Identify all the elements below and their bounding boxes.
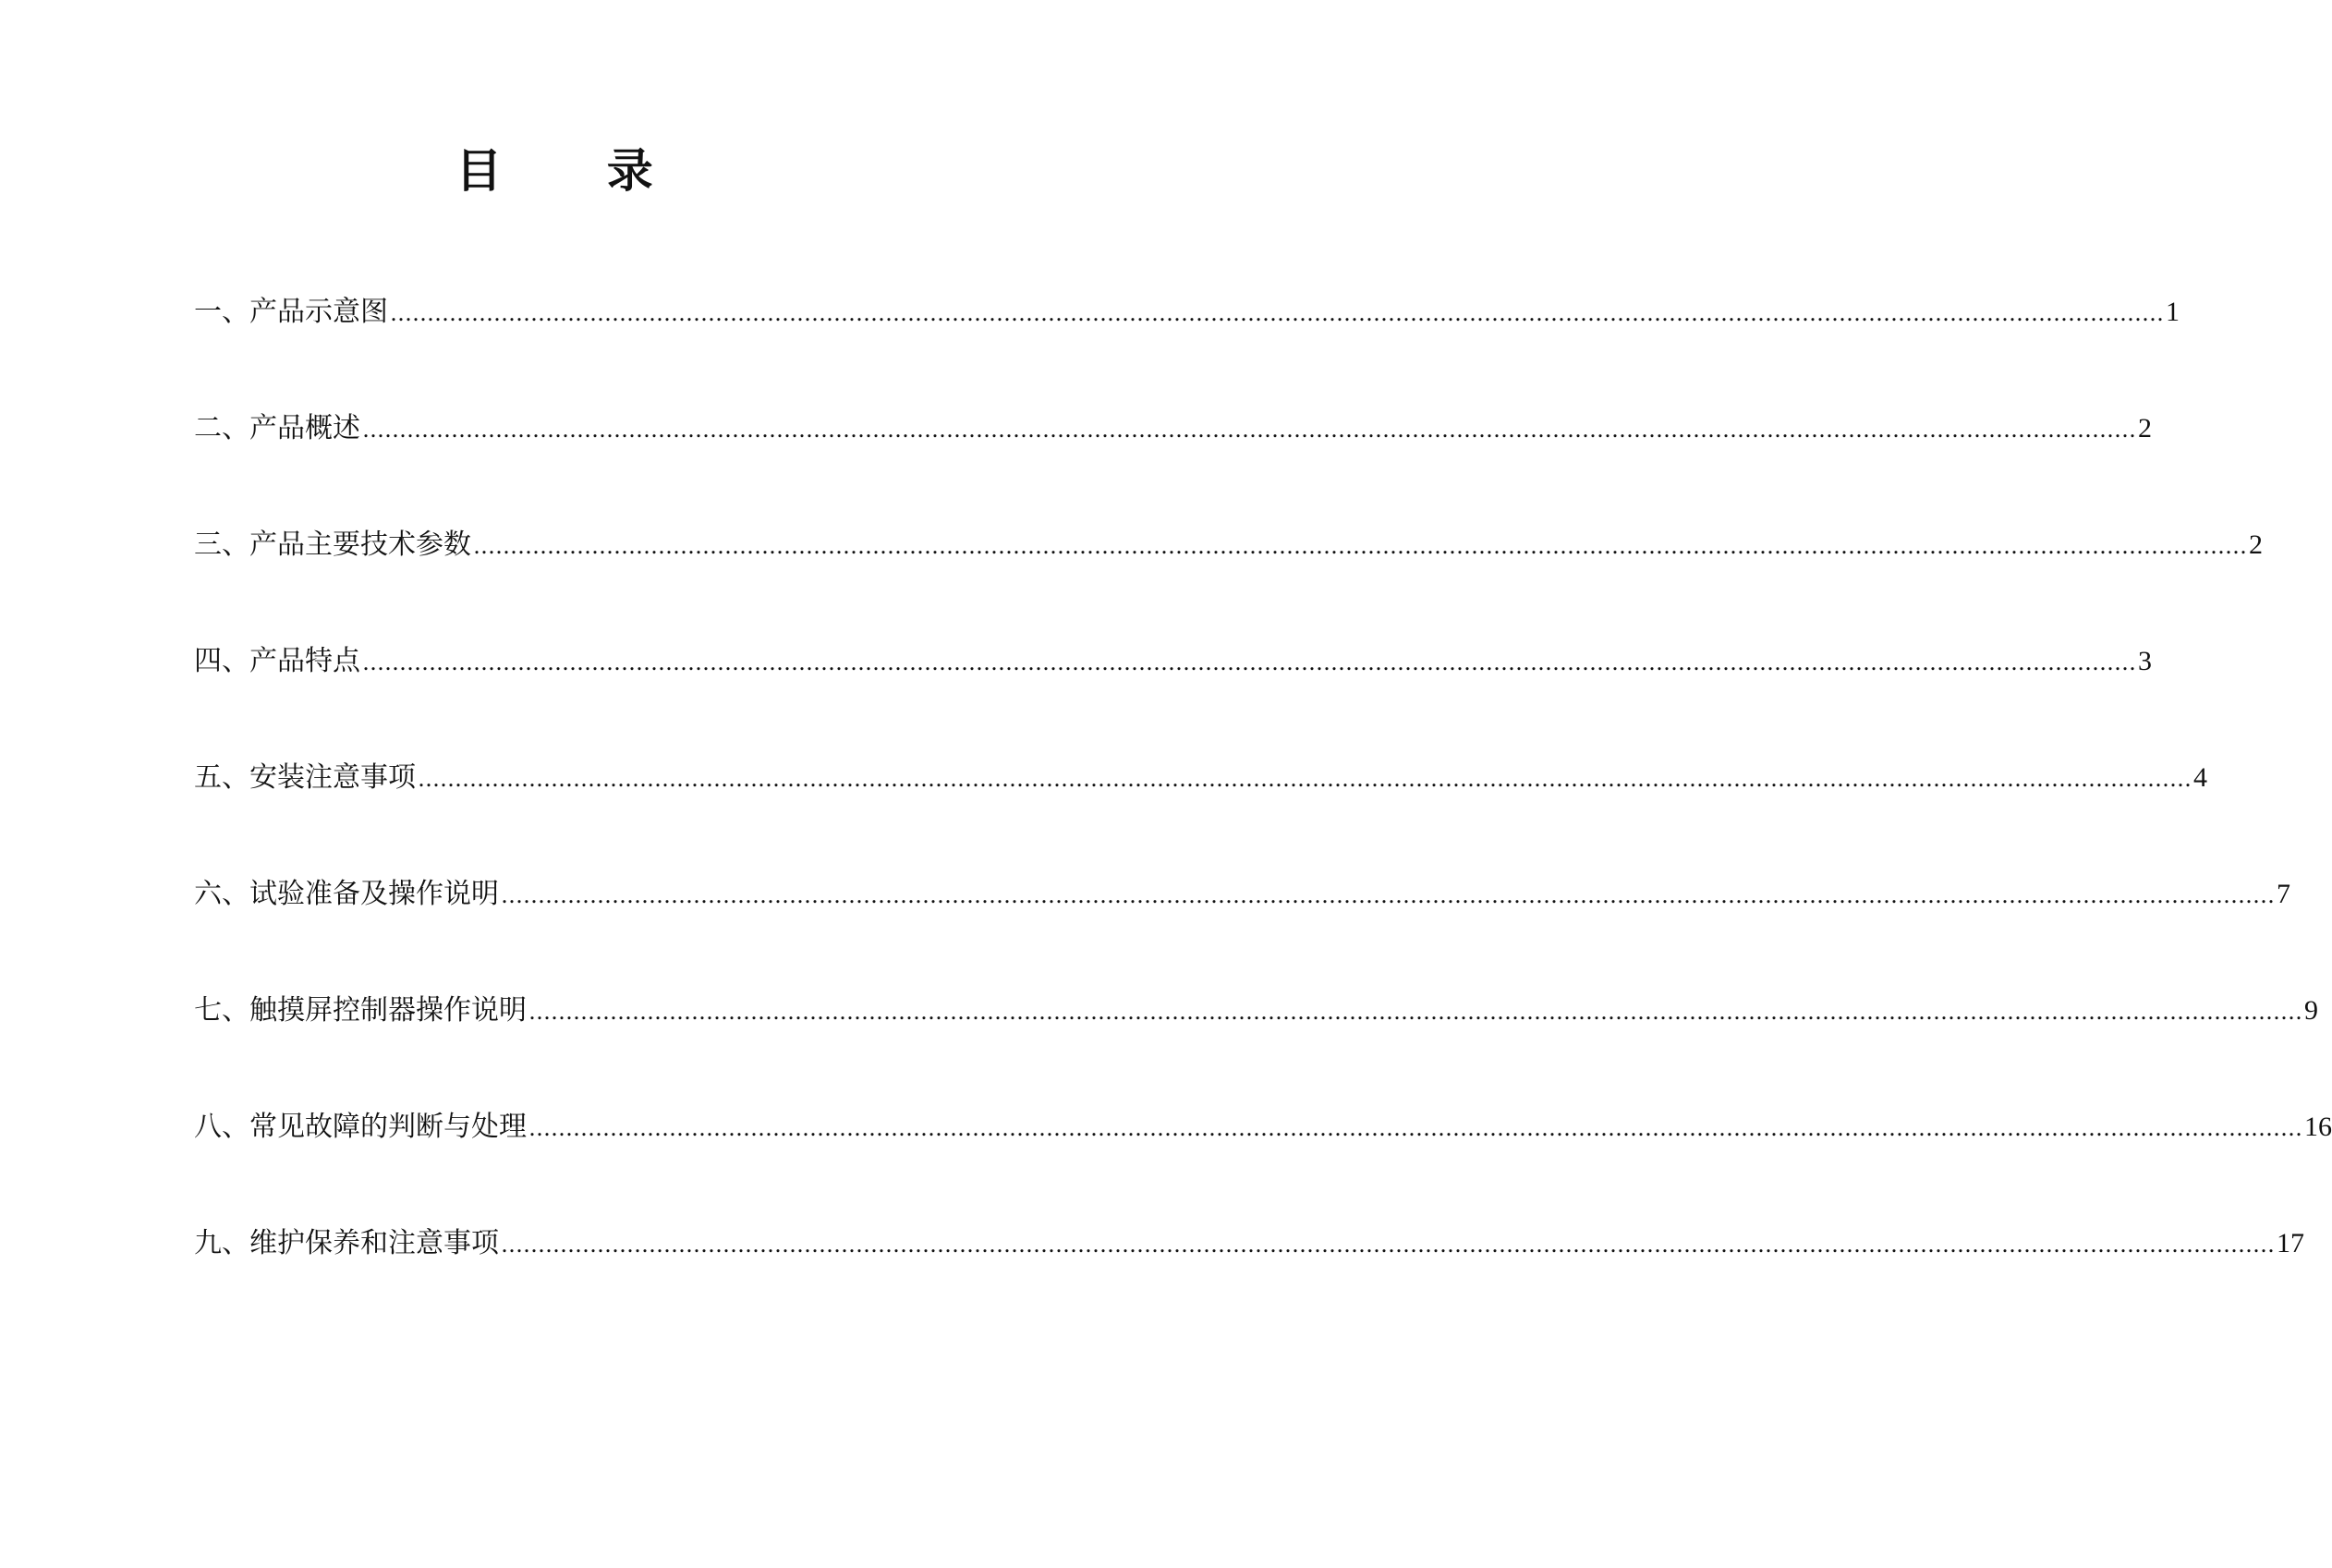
toc-dot-leader: …………………………………………………………………………………………………………………………………………………………………………………………………………………… bbox=[501, 882, 2275, 908]
table-of-contents bbox=[194, 294, 2332, 1342]
toc-entry-page: 16 bbox=[2304, 1112, 2332, 1142]
toc-entry-label: 七、触摸屏控制器操作说明 bbox=[194, 994, 527, 1027]
toc-entry-label: 八、常见故障的判断与处理 bbox=[194, 1111, 527, 1143]
toc-entry-label: 二、产品概述 bbox=[194, 412, 360, 444]
toc-entry-label: 一、产品示意图 bbox=[194, 296, 388, 328]
toc-entry-label: 三、产品主要技术参数 bbox=[194, 529, 471, 561]
toc-entry bbox=[194, 1225, 2304, 1342]
toc-entry bbox=[194, 294, 2180, 410]
toc-entry bbox=[194, 643, 2152, 760]
toc-dot-leader: …………………………………………………………………………………………………………………………………………………………………………………………………………………… bbox=[390, 300, 2164, 326]
page-title: 目 录 bbox=[455, 143, 698, 198]
toc-dot-leader: …………………………………………………………………………………………………………………………………………………………………………………………………………………… bbox=[501, 1232, 2275, 1258]
toc-entry-label: 五、安装注意事项 bbox=[194, 761, 416, 794]
toc-entry-page: 4 bbox=[2193, 762, 2207, 793]
toc-entry bbox=[194, 1109, 2332, 1225]
toc-dot-leader: …………………………………………………………………………………………………………………………………………………………………………………………………………………… bbox=[418, 766, 2192, 792]
toc-entry-label: 四、产品特点 bbox=[194, 645, 360, 677]
toc-entry-label: 九、维护保养和注意事项 bbox=[194, 1227, 499, 1259]
toc-entry bbox=[194, 760, 2207, 876]
toc-entry bbox=[194, 992, 2318, 1109]
toc-dot-leader: …………………………………………………………………………………………………………………………………………………………………………………………………………………… bbox=[473, 533, 2247, 559]
toc-entry-page: 9 bbox=[2304, 995, 2318, 1026]
toc-entry bbox=[194, 410, 2152, 527]
toc-dot-leader: …………………………………………………………………………………………………………………………………………………………………………………………………………………… bbox=[362, 650, 2136, 675]
toc-entry-page: 2 bbox=[2249, 529, 2263, 560]
toc-entry-page: 1 bbox=[2166, 297, 2180, 327]
toc-dot-leader: …………………………………………………………………………………………………………………………………………………………………………………………………………………… bbox=[362, 417, 2136, 443]
toc-dot-leader: …………………………………………………………………………………………………………………………………………………………………………………………………………………… bbox=[528, 999, 2302, 1025]
toc-entry-page: 17 bbox=[2277, 1228, 2304, 1258]
toc-entry-page: 7 bbox=[2277, 879, 2290, 909]
toc-dot-leader: …………………………………………………………………………………………………………………………………………………………………………………………………………………… bbox=[528, 1115, 2302, 1141]
toc-entry-label: 六、试验准备及操作说明 bbox=[194, 878, 499, 910]
toc-entry bbox=[194, 876, 2290, 992]
toc-entry-page: 2 bbox=[2138, 413, 2152, 444]
toc-entry bbox=[194, 527, 2263, 643]
toc-entry-page: 3 bbox=[2138, 646, 2152, 676]
